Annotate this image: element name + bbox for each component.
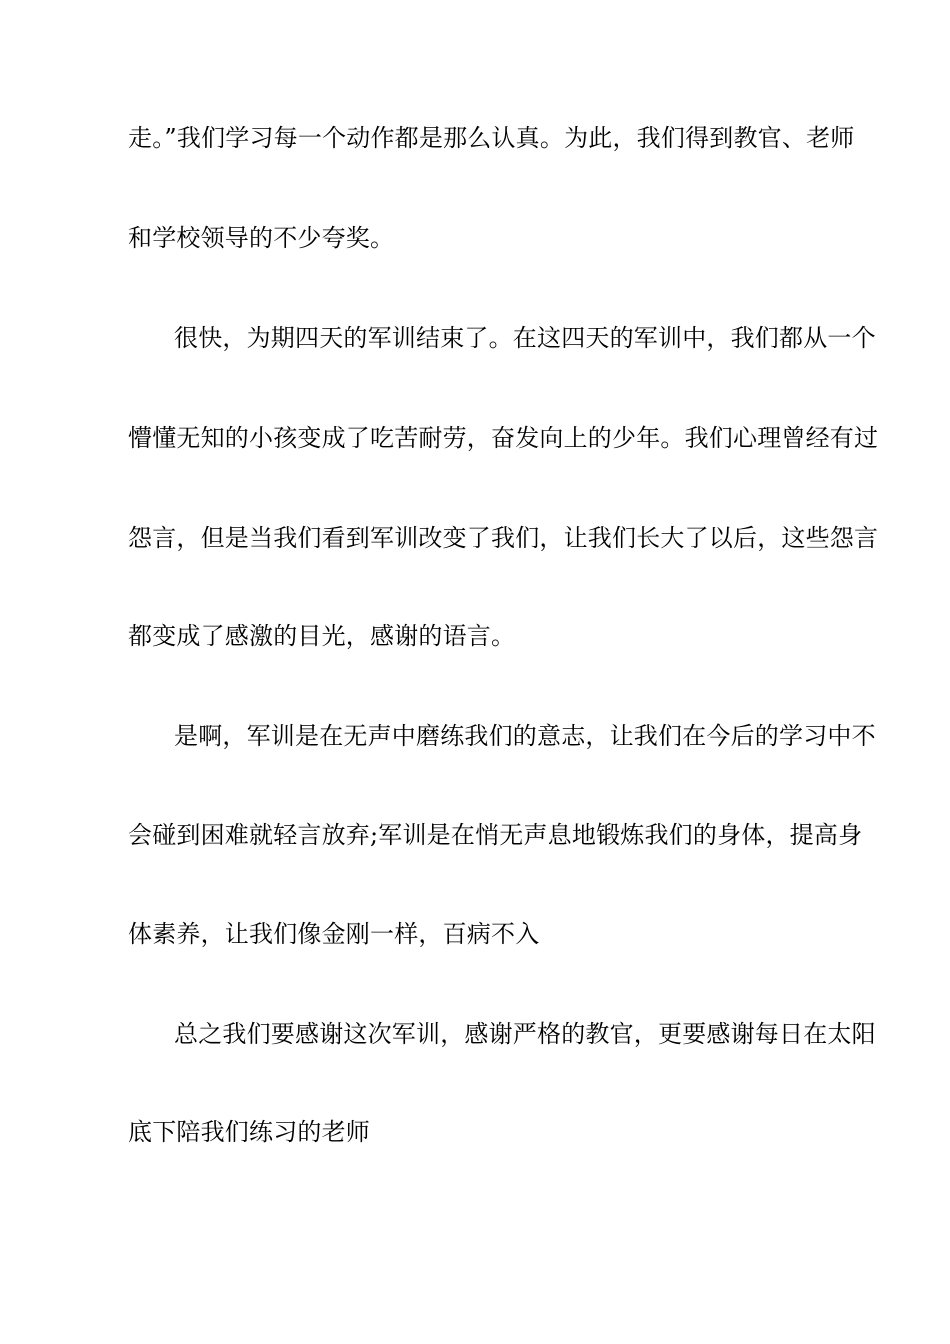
paragraph-1-line-1: 走。”我们学习每一个动作都是那么认真。为此，我们得到教官、老师 — [128, 124, 855, 152]
paragraph-1-line-2: 和学校领导的不少夸奖。 — [128, 224, 395, 252]
paragraph-3-line-1: 是啊，军训是在无声中磨练我们的意志，让我们在今后的学习中不 — [174, 722, 876, 750]
paragraph-2-line-1: 很快，为期四天的军训结束了。在这四天的军训中，我们都从一个 — [174, 324, 876, 352]
paragraph-3-line-3: 体素养，让我们像金刚一样，百病不入 — [128, 920, 540, 948]
paragraph-4-line-2: 底下陪我们练习的老师 — [128, 1118, 370, 1146]
paragraph-2-line-3: 怨言，但是当我们看到军训改变了我们，让我们长大了以后，这些怨言 — [128, 524, 879, 552]
paragraph-4-line-1: 总之我们要感谢这次军训，感谢严格的教官，更要感谢每日在太阳 — [174, 1020, 876, 1048]
paragraph-2-line-2: 懵懂无知的小孩变成了吃苦耐劳，奋发向上的少年。我们心理曾经有过 — [128, 424, 879, 452]
paragraph-2-line-4: 都变成了感激的目光，感谢的语言。 — [128, 622, 516, 650]
paragraph-3-line-2: 会碰到困难就轻言放弃;军训是在悄无声息地锻炼我们的身体，提高身 — [128, 821, 863, 849]
